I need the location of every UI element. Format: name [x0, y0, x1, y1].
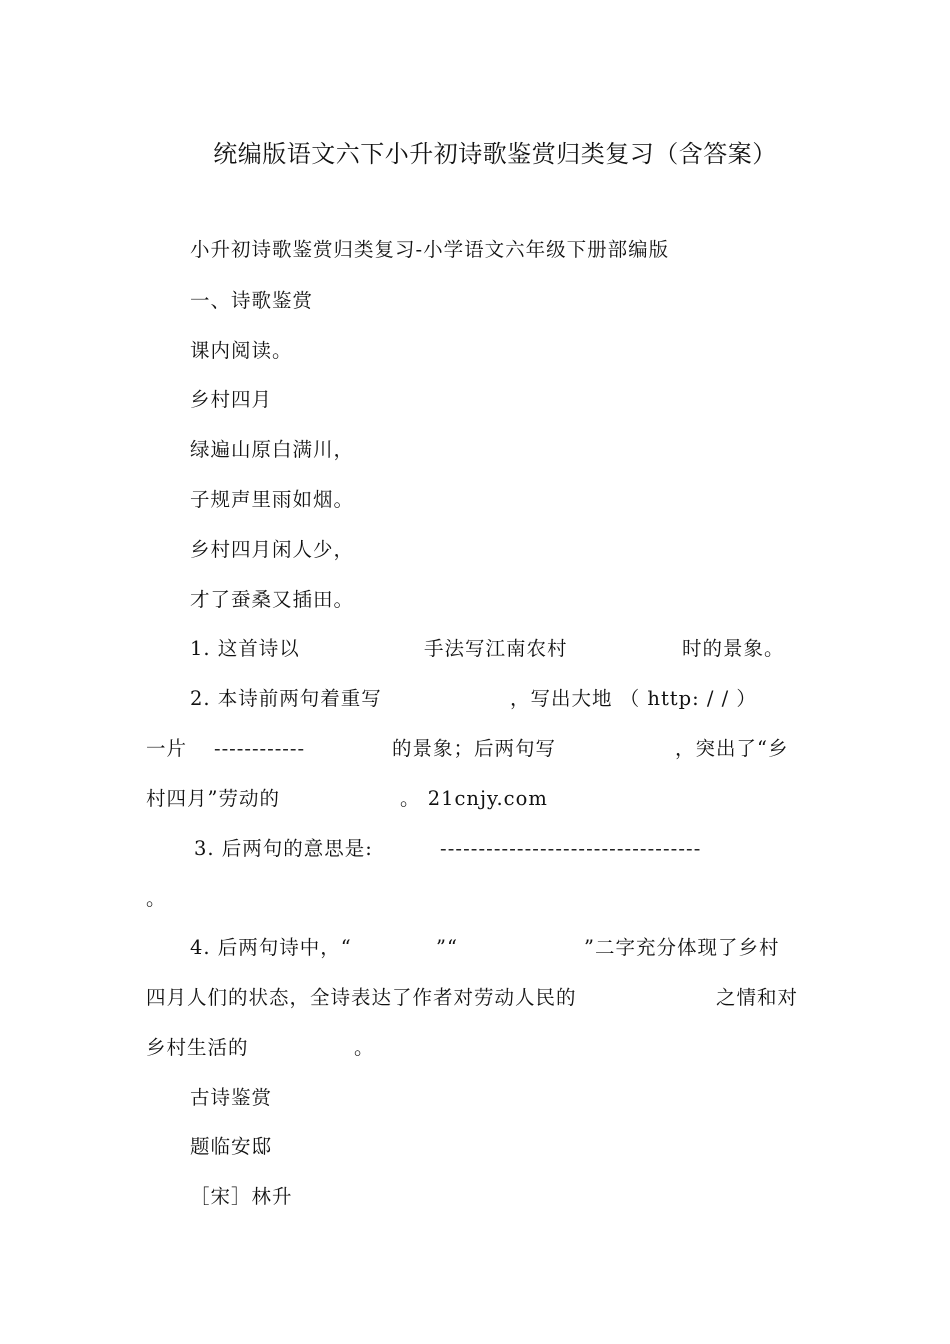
question-1-part-c: 时的景象。 — [682, 637, 785, 660]
question-3-end: 。 — [146, 887, 167, 910]
poem-title: 乡村四月 — [190, 388, 273, 411]
answer-dashes: ------------ — [214, 737, 306, 760]
question-2-part-f: 村四月”劳动的 — [146, 787, 280, 810]
question-4-part-b: ”“ — [436, 936, 458, 959]
question-4-part-a: 4. 后两句诗中，“ — [190, 936, 352, 959]
section-heading-poetry: 一、诗歌鉴赏 — [190, 289, 314, 312]
question-1-part-a: 1. 这首诗以 — [190, 637, 300, 660]
poem-2-title: 题临安邸 — [190, 1135, 273, 1158]
poem-line: 才了蚕桑又插田。 — [190, 588, 355, 611]
question-1-part-b: 手法写江南农村 — [424, 637, 568, 660]
question-2-part-e: ，突出了“乡 — [675, 737, 789, 760]
question-2-part-b: ，写出大地 （ http: / / ） — [510, 687, 757, 710]
poem-line: 绿遍山原白满川， — [190, 438, 355, 461]
question-2-part-g: 。 21cnjy.com — [400, 787, 548, 810]
section-heading-ancient-poetry: 古诗鉴赏 — [190, 1086, 273, 1109]
subtitle: 小升初诗歌鉴赏归类复习-小学语文六年级下册部编版 — [190, 238, 670, 261]
answer-dashes: ---------------------------------- — [440, 837, 702, 860]
question-4-part-e: 之情和对 — [716, 986, 799, 1009]
question-4-part-d: 四月人们的状态，全诗表达了作者对劳动人民的 — [146, 986, 577, 1009]
document-title: 统编版语文六下小升初诗歌鉴赏归类复习（含答案） — [213, 140, 777, 168]
question-4-part-c: ”二字充分体现了乡村 — [584, 936, 780, 959]
question-4-part-f: 乡村生活的 — [146, 1036, 249, 1059]
question-2-part-c: 一片 — [146, 737, 188, 760]
question-2-part-a: 2. 本诗前两句着重写 — [190, 687, 382, 710]
question-4-part-g: 。 — [354, 1036, 375, 1059]
question-2-part-d: 的景象；后两句写 — [392, 737, 557, 760]
question-3-part-a: 3. 后两句的意思是: — [194, 837, 373, 860]
reading-label: 课内阅读。 — [190, 339, 293, 362]
poem-2-author: ［宋］林升 — [190, 1185, 293, 1208]
poem-line: 乡村四月闲人少， — [190, 538, 355, 561]
poem-line: 子规声里雨如烟。 — [190, 488, 355, 511]
